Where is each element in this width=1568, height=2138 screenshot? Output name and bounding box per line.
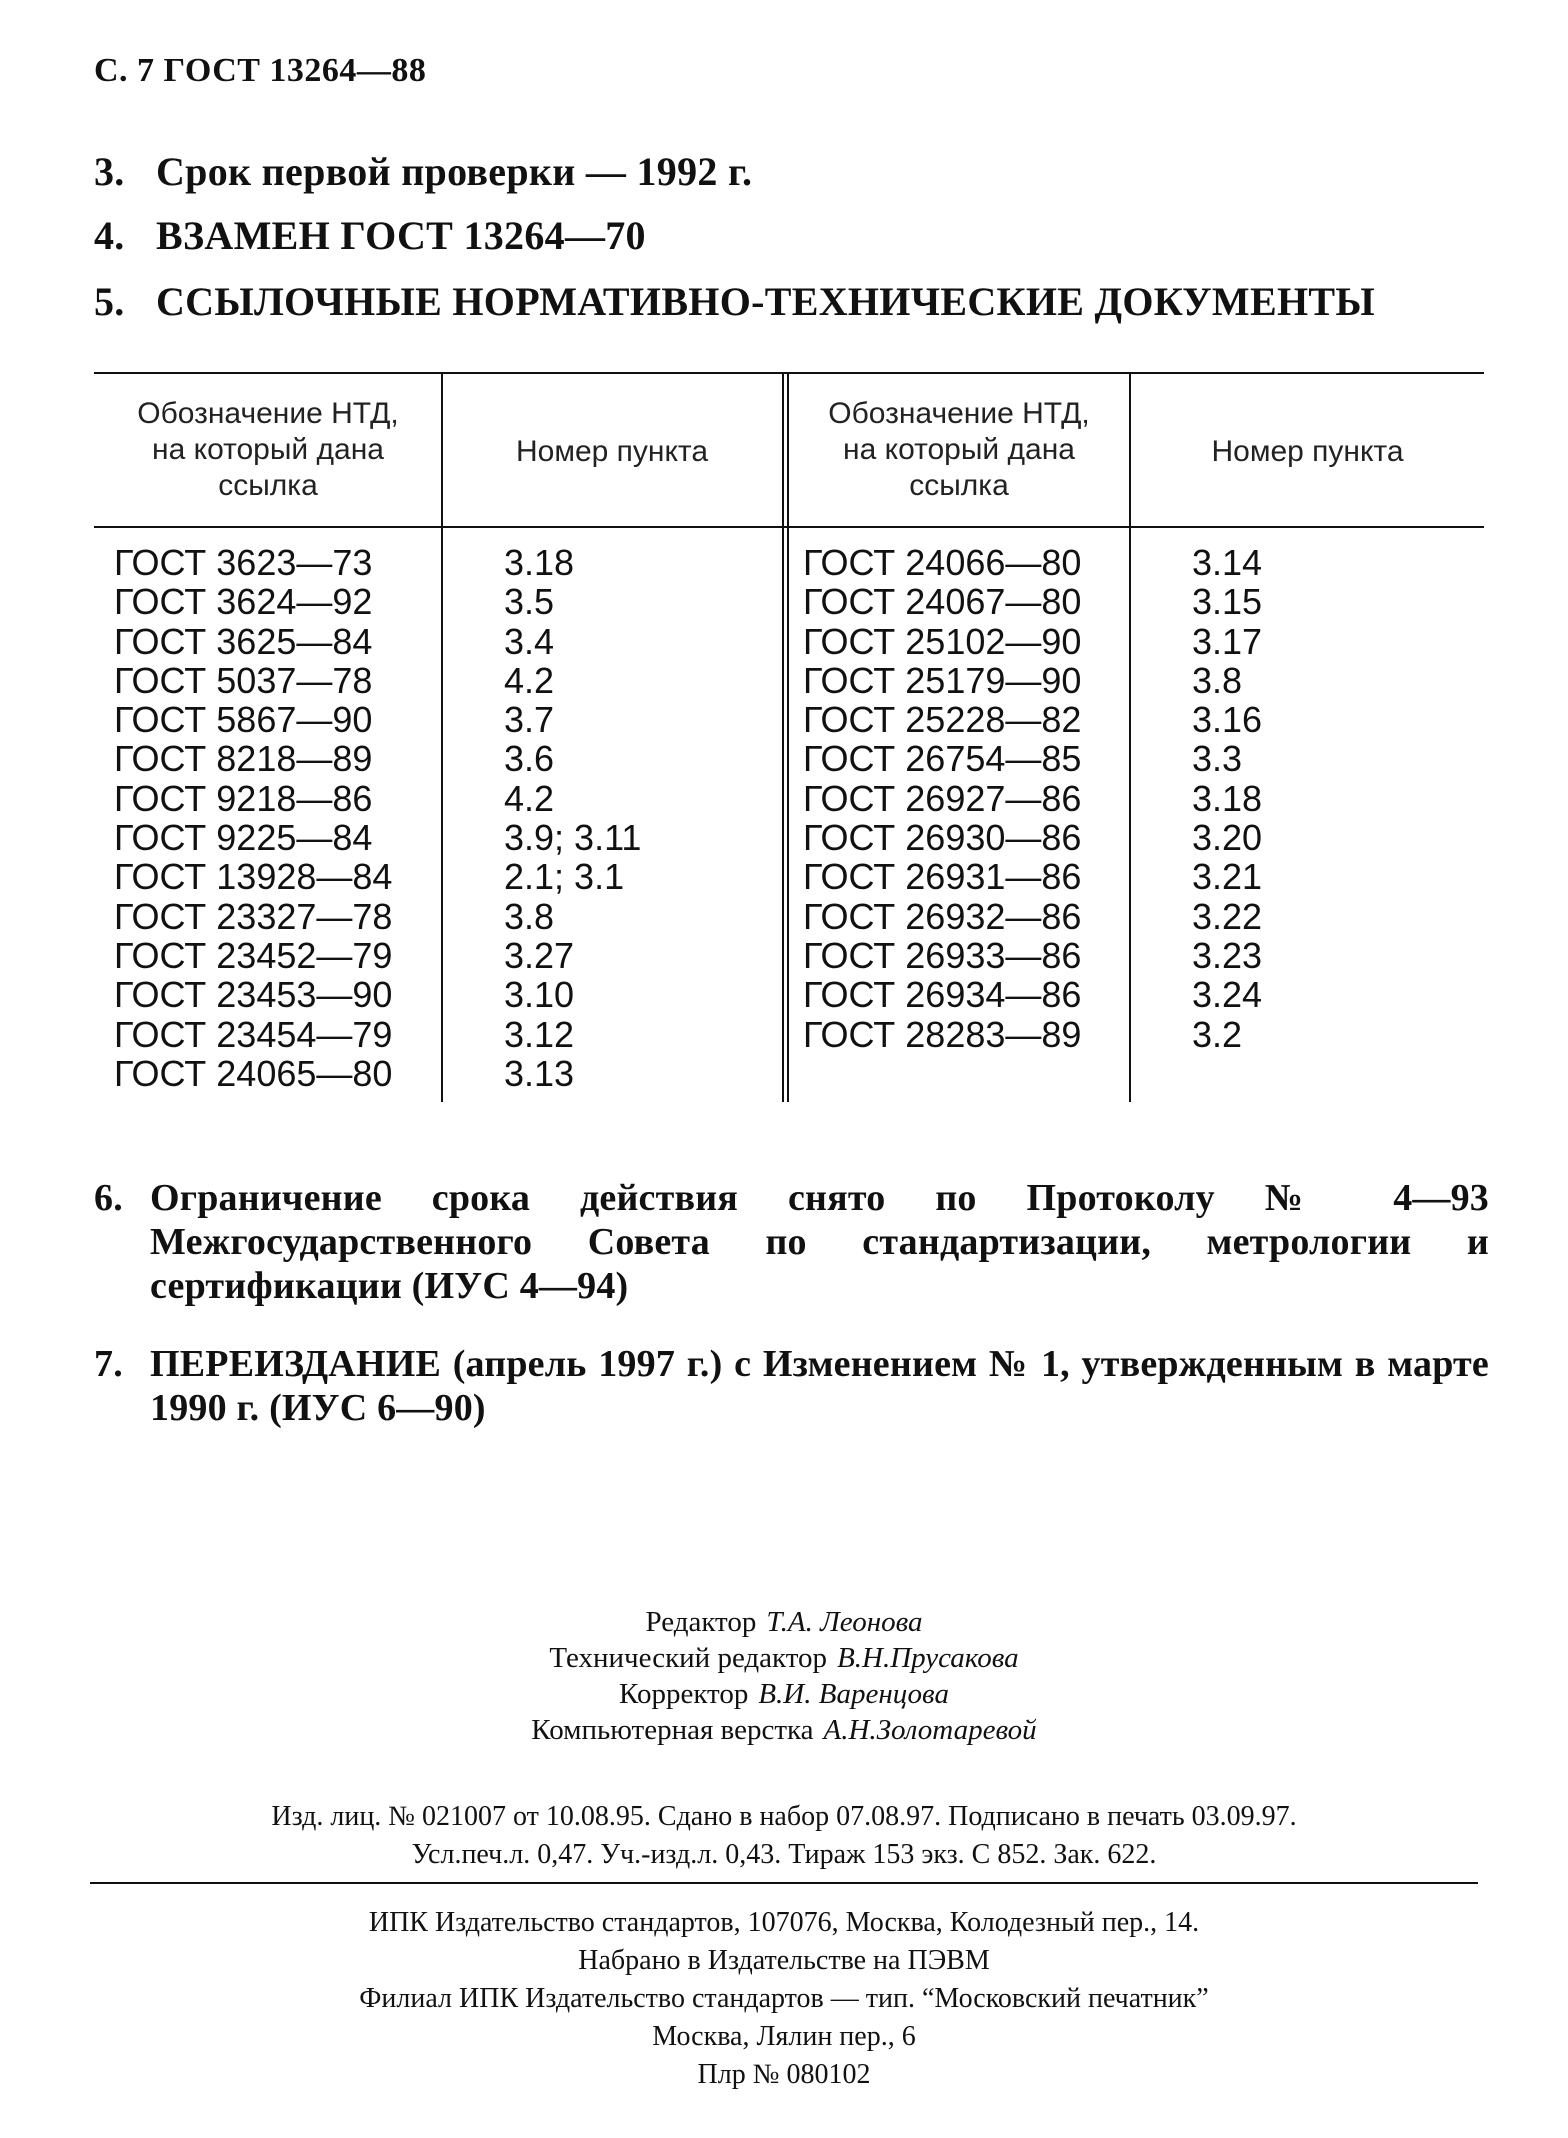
table-cell: 4.2 bbox=[504, 777, 555, 819]
imprint-line: Изд. лиц. № 021007 от 10.08.95. Сдано в набор 07.08.97. Подписано в печать 03.09.97. bbox=[271, 1801, 1297, 1832]
table-cell: 3.18 bbox=[504, 542, 575, 583]
credit-row bbox=[0, 1640, 1568, 1676]
credit-name: А.Н.Золотаревой bbox=[823, 1714, 1037, 1746]
table-cell: 3.8 bbox=[1192, 659, 1243, 701]
table-cell: 3.22 bbox=[1192, 895, 1263, 937]
item-text: Срок первой проверки — 1992 г. bbox=[156, 149, 753, 194]
table-cell: ГОСТ 28283—89 bbox=[803, 1013, 1082, 1055]
table-cell: 3.2 bbox=[1192, 1013, 1243, 1055]
item-number: 4. bbox=[94, 213, 125, 258]
item-3 bbox=[94, 148, 752, 195]
imprint-line: ИПК Издательство стандартов, 107076, Москва, Колодезный пер., 14. bbox=[368, 1907, 1200, 1938]
imprint-divider bbox=[90, 1882, 1478, 1884]
table-cell: ГОСТ 24066—80 bbox=[803, 542, 1082, 583]
table-cell: 3.4 bbox=[504, 620, 555, 662]
table-cell: 3.15 bbox=[1192, 581, 1263, 623]
left-clause-column bbox=[504, 543, 641, 1093]
table-cell: ГОСТ 23327—78 bbox=[114, 895, 393, 937]
table-cell: ГОСТ 23453—90 bbox=[114, 974, 393, 1016]
table-cell: ГОСТ 24067—80 bbox=[803, 581, 1082, 623]
item-number: 3. bbox=[94, 149, 125, 194]
credit-role: Технический редактор bbox=[549, 1642, 828, 1674]
credit-role: Редактор bbox=[645, 1606, 757, 1638]
table-divider bbox=[441, 372, 443, 1102]
imprint-line: Набрано в Издательстве на ПЭВМ bbox=[578, 1945, 990, 1976]
imprint-line: Усл.печ.л. 0,47. Уч.-изд.л. 0,43. Тираж 153 экз. С 852. Зак. 622. bbox=[411, 1839, 1157, 1870]
table-cell: 3.21 bbox=[1192, 856, 1263, 898]
table-cell: ГОСТ 26930—86 bbox=[803, 817, 1082, 859]
item-text: ВЗАМЕН ГОСТ 13264—70 bbox=[156, 213, 646, 258]
table-cell: ГОСТ 26932—86 bbox=[803, 895, 1082, 937]
credit-name: В.И. Варенцова bbox=[758, 1678, 949, 1710]
paragraph-text: Ограничение срока действия снято по Протоколу № 4—93 Межгосударственного Совета по стандартизации, метрологии и сертификации (ИУС 4—94) bbox=[150, 1177, 1489, 1307]
header-line: ссылка bbox=[218, 469, 318, 502]
table-cell: ГОСТ 25179—90 bbox=[803, 659, 1082, 701]
table-cell: ГОСТ 5037—78 bbox=[114, 659, 373, 701]
table-cell: 3.20 bbox=[1192, 817, 1263, 859]
table-cell: ГОСТ 9225—84 bbox=[114, 817, 373, 859]
header-line: Обозначение НТД, bbox=[828, 397, 1090, 430]
paragraph-7 bbox=[94, 1342, 1489, 1430]
table-cell: ГОСТ 3624—92 bbox=[114, 581, 373, 623]
item-text: ССЫЛОЧНЫЕ НОРМАТИВНО-ТЕХНИЧЕСКИЕ ДОКУМЕНТЫ bbox=[156, 279, 1375, 324]
imprint-line: Плр № 080102 bbox=[697, 2059, 871, 2090]
table-cell: 3.14 bbox=[1192, 542, 1263, 583]
table-cell: ГОСТ 13928—84 bbox=[114, 856, 393, 898]
table-cell: ГОСТ 26933—86 bbox=[803, 934, 1082, 976]
table-cell: 3.7 bbox=[504, 699, 555, 741]
table-cell: ГОСТ 5867—90 bbox=[114, 699, 373, 741]
credit-role: Корректор bbox=[619, 1678, 749, 1710]
table-cell: 3.24 bbox=[1192, 974, 1263, 1016]
table-cell: 2.1; 3.1 bbox=[504, 856, 625, 898]
header-line: ссылка bbox=[909, 469, 1009, 502]
table-cell: 3.16 bbox=[1192, 699, 1263, 741]
table-cell: 3.5 bbox=[504, 581, 555, 623]
header-clause-left bbox=[443, 434, 781, 470]
table-cell: 3.23 bbox=[1192, 934, 1263, 976]
table-cell: 3.17 bbox=[1192, 620, 1263, 662]
imprint-line: Москва, Лялин пер., 6 bbox=[652, 2021, 916, 2052]
credit-name: В.Н.Прусакова bbox=[837, 1642, 1019, 1674]
header-clause-right bbox=[1131, 434, 1484, 470]
table-divider bbox=[787, 372, 789, 1102]
table-divider bbox=[782, 372, 784, 1102]
item-4 bbox=[94, 212, 646, 259]
paragraph-number: 7. bbox=[94, 1343, 123, 1385]
paragraph-text: ПЕРЕИЗДАНИЕ (апрель 1997 г.) с Изменением № 1, утвержденным в марте 1990 г. (ИУС 6—90) bbox=[150, 1343, 1489, 1429]
table-cell: ГОСТ 24065—80 bbox=[114, 1052, 393, 1094]
header-line: Номер пункта bbox=[515, 435, 709, 468]
table-cell: 3.27 bbox=[504, 934, 575, 976]
item-5 bbox=[94, 278, 1375, 325]
credits-block bbox=[0, 1604, 1568, 1748]
header-line: Номер пункта bbox=[1211, 435, 1404, 468]
table-cell: 3.10 bbox=[504, 974, 575, 1016]
right-doc-column bbox=[803, 543, 1081, 1054]
table-cell: ГОСТ 26934—86 bbox=[803, 974, 1082, 1016]
table-cell: 3.9; 3.11 bbox=[504, 817, 642, 859]
table-cell: ГОСТ 3623—73 bbox=[114, 542, 373, 583]
table-cell: ГОСТ 23452—79 bbox=[114, 934, 393, 976]
credit-name: Т.А. Леонова bbox=[766, 1606, 923, 1638]
paragraph-number: 6. bbox=[94, 1177, 123, 1219]
table-cell: 3.13 bbox=[504, 1052, 575, 1094]
header-doc-right bbox=[790, 396, 1128, 504]
table-cell: ГОСТ 26754—85 bbox=[803, 738, 1082, 780]
credit-row bbox=[0, 1676, 1568, 1712]
credit-row bbox=[0, 1604, 1568, 1640]
credit-role: Компьютерная верстка bbox=[531, 1714, 814, 1746]
table-cell: 4.2 bbox=[504, 659, 555, 701]
table-cell: ГОСТ 3625—84 bbox=[114, 620, 373, 662]
table-top-rule bbox=[94, 372, 1484, 374]
table-cell: ГОСТ 8218—89 bbox=[114, 738, 373, 780]
imprint-line: Филиал ИПК Издательство стандартов — тип. “Московский печатник” bbox=[359, 1983, 1209, 2014]
table-cell: ГОСТ 25228—82 bbox=[803, 699, 1082, 741]
header-doc-left bbox=[96, 396, 440, 504]
table-cell: 3.3 bbox=[1192, 738, 1243, 780]
left-doc-column bbox=[114, 543, 392, 1093]
imprint-publication-details bbox=[0, 1798, 1568, 1874]
item-number: 5. bbox=[94, 279, 125, 324]
header-line: Обозначение НТД, bbox=[137, 397, 399, 430]
table-cell: 3.6 bbox=[504, 738, 555, 780]
page-header: С. 7 ГОСТ 13264—88 bbox=[94, 52, 427, 89]
table-cell: 3.12 bbox=[504, 1013, 575, 1055]
table-cell: 3.8 bbox=[504, 895, 555, 937]
paragraph-6 bbox=[94, 1176, 1489, 1308]
table-cell: ГОСТ 26927—86 bbox=[803, 777, 1082, 819]
header-line: на который дана bbox=[843, 433, 1075, 466]
table-divider bbox=[1129, 372, 1131, 1102]
right-clause-column bbox=[1192, 543, 1262, 1054]
imprint-publisher bbox=[0, 1904, 1568, 2094]
table-cell: ГОСТ 9218—86 bbox=[114, 777, 373, 819]
table-cell: ГОСТ 23454—79 bbox=[114, 1013, 393, 1055]
table-cell: ГОСТ 25102—90 bbox=[803, 620, 1082, 662]
table-cell: ГОСТ 26931—86 bbox=[803, 856, 1082, 898]
credit-row bbox=[0, 1712, 1568, 1748]
table-header-rule bbox=[94, 526, 1484, 528]
header-line: на который дана bbox=[152, 433, 384, 466]
table-cell: 3.18 bbox=[1192, 777, 1263, 819]
